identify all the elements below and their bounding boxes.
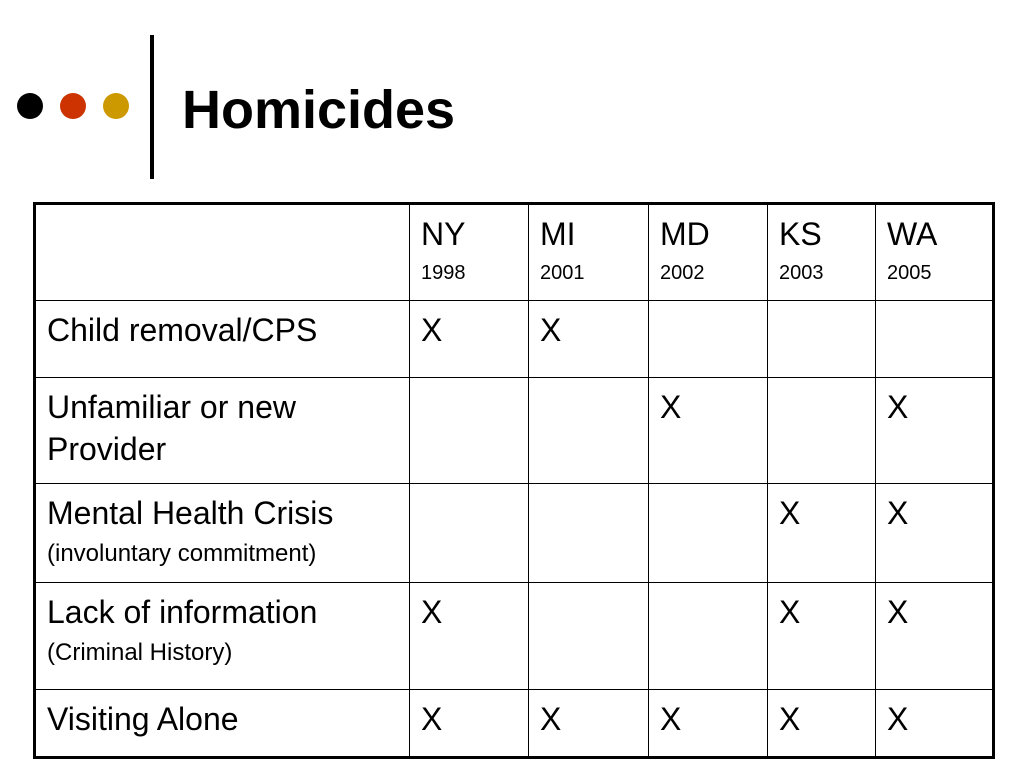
mark-cell: X: [529, 301, 649, 378]
mark-cell: X: [649, 378, 768, 484]
table-row: [35, 378, 994, 484]
state-year: 1998: [421, 262, 466, 284]
state-name: WA: [887, 216, 938, 252]
row-label-cell: [35, 583, 410, 690]
row-label-cell: [35, 378, 410, 484]
bullet-dot-gold: [103, 93, 129, 119]
row-label-cell: [35, 301, 410, 378]
mark-cell: [768, 301, 876, 378]
header-cell-ks: [768, 204, 876, 301]
row-label: Mental Health Crisis: [47, 495, 334, 531]
state-year: 2003: [779, 262, 824, 284]
mark-cell: [410, 378, 529, 484]
mark-cell: [529, 484, 649, 583]
mark-cell: X: [876, 583, 994, 690]
mark-cell: X: [768, 583, 876, 690]
state-name: NY: [421, 216, 466, 252]
mark-cell: [649, 484, 768, 583]
mark-cell: [410, 484, 529, 583]
table-row: [35, 583, 994, 690]
state-year: 2005: [887, 262, 932, 284]
state-name: MI: [540, 216, 576, 252]
mark-cell: X: [410, 301, 529, 378]
mark-cell: X: [876, 378, 994, 484]
row-label: Visiting Alone: [47, 701, 239, 737]
header-cell-ny: [410, 204, 529, 301]
row-label-cell: [35, 484, 410, 583]
table-row: [35, 690, 994, 758]
mark-cell: [649, 583, 768, 690]
mark-cell: [876, 301, 994, 378]
state-name: MD: [660, 216, 710, 252]
table-header-row: [35, 204, 994, 301]
row-label: Lack of information: [47, 594, 318, 630]
row-label: Child removal/CPS: [47, 312, 318, 348]
mark-cell: X: [876, 484, 994, 583]
table-row: [35, 484, 994, 583]
mark-cell: X: [768, 484, 876, 583]
homicides-table: [33, 202, 995, 759]
mark-cell: X: [410, 690, 529, 758]
table-row: [35, 301, 994, 378]
mark-cell: X: [876, 690, 994, 758]
mark-cell: X: [768, 690, 876, 758]
mark-cell: [768, 378, 876, 484]
row-label: Unfamiliar or new Provider: [47, 389, 296, 467]
mark-cell: [529, 378, 649, 484]
mark-cell: X: [410, 583, 529, 690]
title-divider: [150, 35, 154, 179]
page-title: Homicides: [182, 80, 456, 140]
mark-cell: [529, 583, 649, 690]
header-empty-cell: [35, 204, 410, 301]
mark-cell: [649, 301, 768, 378]
mark-cell: X: [529, 690, 649, 758]
header-cell-wa: [876, 204, 994, 301]
row-sublabel: (Criminal History): [47, 639, 233, 666]
state-year: 2001: [540, 262, 585, 284]
bullet-dot-red: [60, 93, 86, 119]
header-cell-md: [649, 204, 768, 301]
mark-cell: X: [649, 690, 768, 758]
row-sublabel: (involuntary commitment): [47, 540, 317, 567]
header-cell-mi: [529, 204, 649, 301]
row-label-cell: [35, 690, 410, 758]
state-name: KS: [779, 216, 822, 252]
state-year: 2002: [660, 262, 705, 284]
bullet-dot-black: [17, 93, 43, 119]
